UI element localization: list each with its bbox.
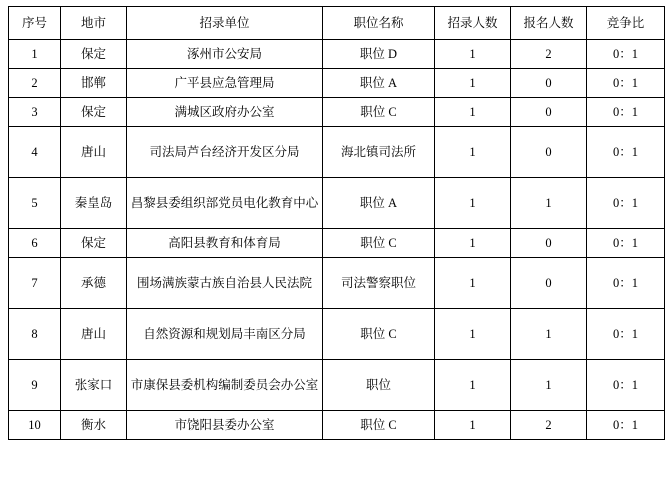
cell-apply-count: 1 [511, 309, 587, 360]
cell-seq: 6 [9, 229, 61, 258]
cell-ratio: 0：1 [587, 360, 665, 411]
cell-ratio: 0：1 [587, 309, 665, 360]
cell-city: 保定 [61, 40, 127, 69]
table-row [9, 258, 665, 309]
cell-hire-count: 1 [435, 127, 511, 178]
cell-ratio: 0：1 [587, 40, 665, 69]
table-header [9, 7, 665, 40]
cell-position: 职位 [323, 360, 435, 411]
cell-hire-count: 1 [435, 360, 511, 411]
cell-city: 唐山 [61, 309, 127, 360]
column-header-unit: 招录单位 [127, 7, 323, 40]
cell-ratio: 0：1 [587, 98, 665, 127]
cell-hire-count: 1 [435, 229, 511, 258]
cell-seq: 5 [9, 178, 61, 229]
cell-unit: 围场满族蒙古族自治县人民法院 [127, 258, 323, 309]
cell-hire-count: 1 [435, 178, 511, 229]
cell-apply-count: 1 [511, 178, 587, 229]
cell-city: 唐山 [61, 127, 127, 178]
table-row [9, 360, 665, 411]
cell-unit: 市康保县委机构编制委员会办公室 [127, 360, 323, 411]
cell-hire-count: 1 [435, 40, 511, 69]
cell-position: 职位 D [323, 40, 435, 69]
cell-unit: 广平县应急管理局 [127, 69, 323, 98]
cell-position: 职位 C [323, 411, 435, 440]
cell-apply-count: 0 [511, 258, 587, 309]
cell-unit: 满城区政府办公室 [127, 98, 323, 127]
cell-seq: 9 [9, 360, 61, 411]
table-row [9, 411, 665, 440]
cell-city: 衡水 [61, 411, 127, 440]
cell-apply-count: 2 [511, 40, 587, 69]
column-header-hire-count: 招录人数 [435, 7, 511, 40]
cell-seq: 2 [9, 69, 61, 98]
cell-apply-count: 1 [511, 360, 587, 411]
column-header-position: 职位名称 [323, 7, 435, 40]
column-header-apply-count: 报名人数 [511, 7, 587, 40]
cell-position: 司法警察职位 [323, 258, 435, 309]
cell-position: 职位 C [323, 309, 435, 360]
cell-apply-count: 0 [511, 229, 587, 258]
recruitment-table [8, 6, 665, 440]
cell-position: 职位 A [323, 178, 435, 229]
cell-city: 保定 [61, 98, 127, 127]
cell-apply-count: 0 [511, 127, 587, 178]
table-row [9, 127, 665, 178]
table-row [9, 98, 665, 127]
cell-hire-count: 1 [435, 309, 511, 360]
cell-ratio: 0：1 [587, 127, 665, 178]
cell-apply-count: 0 [511, 98, 587, 127]
table-row [9, 69, 665, 98]
cell-unit: 自然资源和规划局丰南区分局 [127, 309, 323, 360]
cell-seq: 1 [9, 40, 61, 69]
cell-ratio: 0：1 [587, 411, 665, 440]
table-header-row [9, 7, 665, 40]
table-row [9, 178, 665, 229]
cell-position: 海北镇司法所 [323, 127, 435, 178]
cell-position: 职位 A [323, 69, 435, 98]
cell-city: 秦皇岛 [61, 178, 127, 229]
cell-ratio: 0：1 [587, 229, 665, 258]
cell-position: 职位 C [323, 98, 435, 127]
cell-seq: 4 [9, 127, 61, 178]
table-row [9, 309, 665, 360]
cell-hire-count: 1 [435, 258, 511, 309]
cell-city: 张家口 [61, 360, 127, 411]
cell-unit: 昌黎县委组织部党员电化教育中心 [127, 178, 323, 229]
table-row [9, 229, 665, 258]
cell-ratio: 0：1 [587, 69, 665, 98]
cell-unit: 司法局芦台经济开发区分局 [127, 127, 323, 178]
column-header-ratio: 竞争比 [587, 7, 665, 40]
cell-position: 职位 C [323, 229, 435, 258]
cell-seq: 10 [9, 411, 61, 440]
column-header-seq: 序号 [9, 7, 61, 40]
cell-hire-count: 1 [435, 98, 511, 127]
cell-seq: 7 [9, 258, 61, 309]
cell-city: 承德 [61, 258, 127, 309]
table-row [9, 40, 665, 69]
table-body [9, 40, 665, 440]
cell-unit: 市饶阳县委办公室 [127, 411, 323, 440]
cell-unit: 高阳县教育和体育局 [127, 229, 323, 258]
cell-hire-count: 1 [435, 69, 511, 98]
cell-seq: 3 [9, 98, 61, 127]
cell-ratio: 0：1 [587, 258, 665, 309]
cell-apply-count: 2 [511, 411, 587, 440]
cell-unit: 涿州市公安局 [127, 40, 323, 69]
cell-hire-count: 1 [435, 411, 511, 440]
cell-seq: 8 [9, 309, 61, 360]
cell-city: 保定 [61, 229, 127, 258]
cell-ratio: 0：1 [587, 178, 665, 229]
cell-apply-count: 0 [511, 69, 587, 98]
cell-city: 邯郸 [61, 69, 127, 98]
column-header-city: 地市 [61, 7, 127, 40]
